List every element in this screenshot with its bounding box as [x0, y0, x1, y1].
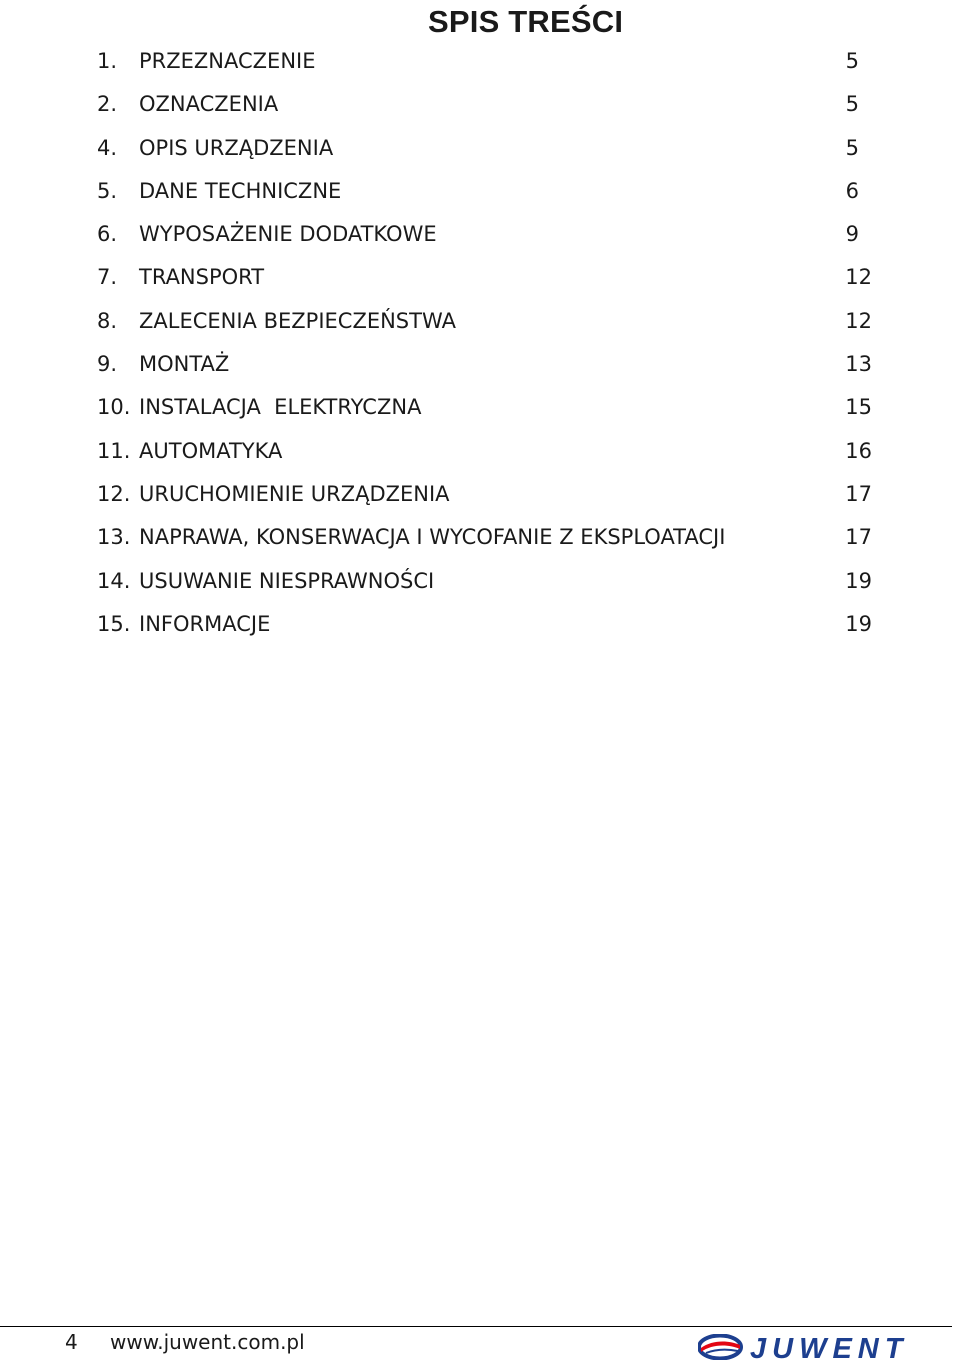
toc-entry-number: 5. — [97, 178, 118, 203]
toc-entry[interactable] — [0, 430, 960, 473]
page-title: SPIS TREŚCI — [428, 4, 624, 39]
toc-entry-number: 1. — [97, 49, 118, 73]
toc-entry[interactable] — [0, 170, 960, 213]
toc-entry[interactable] — [0, 300, 960, 343]
toc-entry-label: INFORMACJE — [139, 611, 271, 636]
toc-entry-label: AUTOMATYKA — [139, 438, 283, 463]
toc-entry-number: 14. — [97, 568, 131, 593]
toc-entry[interactable] — [0, 386, 960, 429]
toc-entry-number: 15. — [97, 611, 131, 636]
toc-entry-label: ZALECENIA BEZPIECZEŃSTWA — [139, 308, 456, 333]
toc-entry-number: 4. — [97, 135, 118, 160]
toc-entry-label: NAPRAWA, KONSERWACJA I WYCOFANIE Z EKSPLOATACJI — [139, 525, 726, 550]
toc-entry-page: 12 — [845, 308, 872, 333]
toc-entry[interactable] — [0, 473, 960, 516]
toc-entry[interactable] — [0, 560, 960, 603]
toc-entry-page: 5 — [845, 92, 859, 117]
logo-wordmark: JUWENT — [750, 1334, 909, 1360]
toc-entry-label: PRZEZNACZENIE — [139, 49, 316, 73]
toc-entry[interactable] — [0, 516, 960, 559]
footer-page-number: 4 — [65, 1330, 78, 1354]
table-of-contents — [0, 40, 960, 646]
toc-entry-page: 16 — [845, 438, 872, 463]
toc-entry-page: 15 — [845, 395, 872, 420]
toc-entry[interactable] — [0, 256, 960, 299]
toc-entry-page: 12 — [845, 265, 872, 290]
juwent-logo — [698, 1334, 952, 1360]
toc-entry-page: 5 — [845, 49, 859, 73]
toc-entry-page: 5 — [845, 135, 859, 160]
toc-entry-number: 7. — [97, 265, 118, 290]
toc-entry-page: 19 — [845, 568, 872, 593]
toc-entry-label: TRANSPORT — [139, 265, 265, 290]
toc-entry-page: 6 — [845, 178, 859, 203]
toc-entry-label: WYPOSAŻENIE DODATKOWE — [139, 222, 437, 247]
toc-entry-page: 9 — [845, 222, 859, 247]
logo-emblem-icon — [699, 1336, 741, 1359]
toc-entry-label: DANE TECHNICZNE — [139, 178, 342, 203]
toc-entry-label: MONTAŻ — [139, 352, 230, 377]
toc-entry[interactable] — [0, 213, 960, 256]
footer-divider — [0, 1326, 952, 1327]
toc-entry-label: OZNACZENIA — [139, 92, 279, 117]
toc-entry-number: 11. — [97, 438, 131, 463]
toc-entry[interactable] — [0, 603, 960, 646]
toc-entry-label: USUWANIE NIESPRAWNOŚCI — [139, 568, 435, 593]
toc-entry-number: 10. — [97, 395, 131, 420]
toc-entry-page: 13 — [845, 352, 872, 377]
toc-entry-label: INSTALACJA ELEKTRYCZNA — [139, 395, 422, 420]
footer-website-link[interactable]: www.juwent.com.pl — [110, 1330, 305, 1354]
toc-entry-number: 13. — [97, 525, 131, 550]
toc-entry[interactable] — [0, 83, 960, 126]
toc-entry-number: 6. — [97, 222, 118, 247]
toc-entry-label: OPIS URZĄDZENIA — [139, 135, 334, 160]
toc-entry-number: 2. — [97, 92, 118, 117]
toc-entry-page: 19 — [845, 611, 872, 636]
toc-entry[interactable] — [0, 343, 960, 386]
toc-entry-page: 17 — [845, 481, 872, 506]
toc-entry-page: 17 — [845, 525, 872, 550]
toc-entry-number: 8. — [97, 308, 118, 333]
toc-entry[interactable] — [0, 40, 960, 83]
toc-entry-label: URUCHOMIENIE URZĄDZENIA — [139, 481, 450, 506]
toc-entry-number: 12. — [97, 481, 131, 506]
toc-entry[interactable] — [0, 127, 960, 170]
toc-entry-number: 9. — [97, 352, 118, 377]
